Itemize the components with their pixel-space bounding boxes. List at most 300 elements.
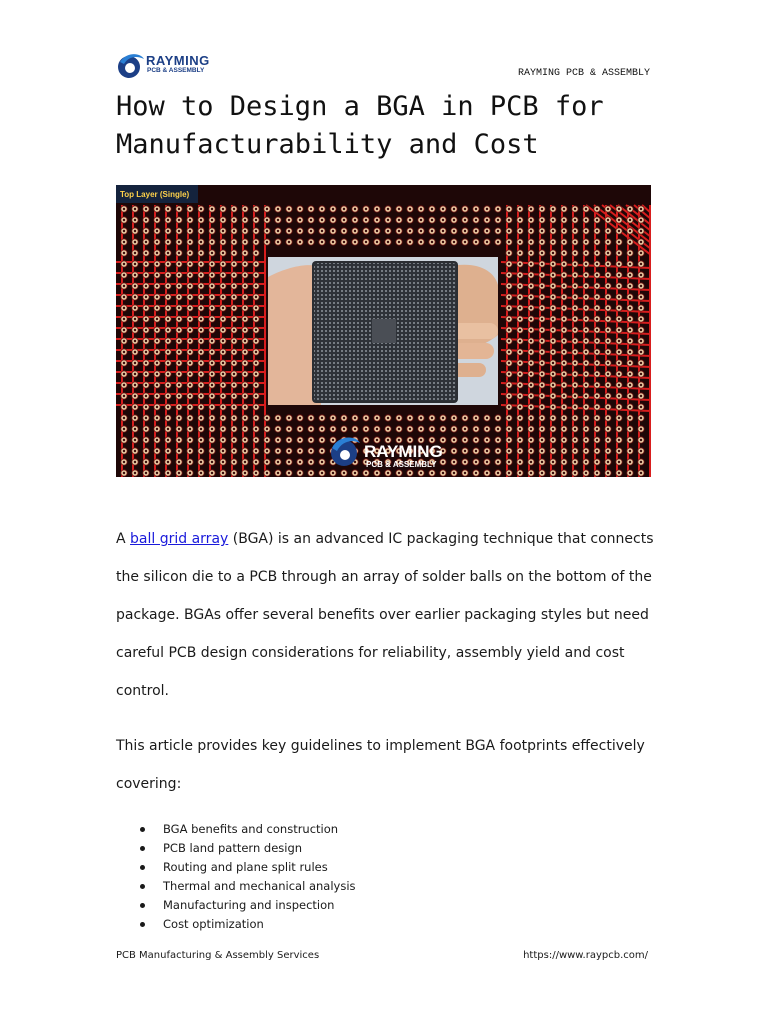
pcb-pad-hole: [200, 307, 202, 309]
pcb-pad-hole: [222, 307, 224, 309]
pcb-pad-hole: [123, 340, 125, 342]
pcb-pad-hole: [277, 450, 279, 452]
pcb-pad-hole: [244, 417, 246, 419]
pcb-pad-hole: [233, 263, 235, 265]
pcb-pad-hole: [343, 417, 345, 419]
pcb-pad-hole: [552, 307, 554, 309]
pcb-pad-hole: [167, 461, 169, 463]
pcb-pad-hole: [508, 285, 510, 287]
pcb-pad-hole: [508, 406, 510, 408]
pcb-pad-hole: [420, 219, 422, 221]
pcb-pad-hole: [365, 428, 367, 430]
pcb-pad-hole: [167, 263, 169, 265]
pcb-pad-hole: [552, 362, 554, 364]
pcb-pad-hole: [233, 307, 235, 309]
pcb-pad-hole: [563, 230, 565, 232]
pcb-pad-hole: [178, 241, 180, 243]
pcb-pad-hole: [607, 329, 609, 331]
pcb-pad-hole: [453, 461, 455, 463]
pcb-pad-hole: [409, 208, 411, 210]
pcb-pad-hole: [255, 263, 257, 265]
pcb-pad-hole: [420, 472, 422, 474]
pcb-pad-hole: [167, 230, 169, 232]
pcb-pad-hole: [530, 285, 532, 287]
pcb-pad-hole: [508, 252, 510, 254]
pcb-pad-hole: [574, 252, 576, 254]
pcb-pad-hole: [178, 263, 180, 265]
pcb-pad-hole: [398, 439, 400, 441]
pcb-pad-hole: [233, 351, 235, 353]
pcb-pad-hole: [574, 296, 576, 298]
pcb-pad-hole: [299, 461, 301, 463]
pcb-pad-hole: [244, 285, 246, 287]
pcb-pad-hole: [640, 329, 642, 331]
pcb-pad-hole: [508, 351, 510, 353]
pcb-pad-hole: [244, 307, 246, 309]
pcb-pad-hole: [134, 219, 136, 221]
pcb-pad-hole: [310, 219, 312, 221]
pcb-pad-hole: [431, 219, 433, 221]
pcb-pad-hole: [387, 208, 389, 210]
pcb-pad-hole: [211, 307, 213, 309]
pcb-pad-hole: [145, 230, 147, 232]
pcb-pad-hole: [552, 406, 554, 408]
pcb-pad-hole: [288, 230, 290, 232]
pcb-pad-hole: [640, 450, 642, 452]
pcb-pad-hole: [618, 219, 620, 221]
pcb-pad-hole: [574, 285, 576, 287]
pcb-pad-hole: [585, 274, 587, 276]
pcb-pad-hole: [552, 472, 554, 474]
pcb-pad-hole: [541, 351, 543, 353]
pcb-pad-hole: [233, 384, 235, 386]
pcb-pad-hole: [398, 241, 400, 243]
pcb-pad-hole: [255, 274, 257, 276]
pcb-pad-hole: [222, 373, 224, 375]
pcb-pad-hole: [607, 274, 609, 276]
pcb-pad-hole: [189, 450, 191, 452]
pcb-pad-hole: [640, 296, 642, 298]
pcb-pad-hole: [640, 318, 642, 320]
pcb-pad-hole: [167, 274, 169, 276]
pcb-pad-hole: [299, 428, 301, 430]
pcb-pad-hole: [618, 461, 620, 463]
pcb-pad-hole: [255, 285, 257, 287]
pcb-pad-hole: [519, 263, 521, 265]
pcb-pad-hole: [596, 296, 598, 298]
pcb-pad-hole: [596, 208, 598, 210]
pcb-pad-hole: [541, 384, 543, 386]
pcb-pad-hole: [332, 439, 334, 441]
pcb-pad-hole: [244, 450, 246, 452]
pcb-pad-hole: [255, 417, 257, 419]
pcb-pad-hole: [541, 461, 543, 463]
pcb-pad-hole: [574, 373, 576, 375]
pcb-pad-hole: [332, 461, 334, 463]
pcb-pad-hole: [530, 395, 532, 397]
pcb-pad-hole: [200, 285, 202, 287]
pcb-pad-hole: [508, 362, 510, 364]
footer-url[interactable]: https://www.raypcb.com/: [523, 950, 648, 961]
pcb-pad-hole: [134, 461, 136, 463]
pcb-pad-hole: [596, 329, 598, 331]
pcb-pad-hole: [145, 285, 147, 287]
pcb-pad-hole: [288, 472, 290, 474]
pcb-pad-hole: [222, 450, 224, 452]
pcb-pad-hole: [244, 340, 246, 342]
pcb-pad-hole: [640, 406, 642, 408]
pcb-pad-hole: [134, 296, 136, 298]
pcb-pad-hole: [123, 472, 125, 474]
pcb-pad-hole: [387, 417, 389, 419]
pcb-pad-hole: [266, 219, 268, 221]
pcb-pad-hole: [618, 241, 620, 243]
pcb-pad-hole: [497, 219, 499, 221]
pcb-pad-hole: [123, 252, 125, 254]
pcb-pad-hole: [618, 340, 620, 342]
pcb-pad-hole: [145, 296, 147, 298]
pcb-pad-hole: [640, 472, 642, 474]
list-item: Routing and plane split rules: [116, 858, 356, 877]
pcb-pad-hole: [618, 230, 620, 232]
pcb-pad-hole: [541, 340, 543, 342]
pcb-pad-hole: [585, 263, 587, 265]
pcb-pad-hole: [486, 219, 488, 221]
pcb-pad-hole: [596, 274, 598, 276]
pcb-pad-hole: [519, 373, 521, 375]
intro-paragraph: [116, 520, 656, 710]
pcb-pad-hole: [288, 439, 290, 441]
pcb-pad-hole: [596, 472, 598, 474]
pcb-pad-hole: [200, 219, 202, 221]
pcb-pad-hole: [123, 296, 125, 298]
pcb-pad-hole: [530, 362, 532, 364]
pcb-pad-hole: [431, 472, 433, 474]
pcb-pad-hole: [497, 461, 499, 463]
pcb-pad-hole: [618, 274, 620, 276]
pcb-pad-hole: [585, 252, 587, 254]
pcb-pad-hole: [574, 362, 576, 364]
pcb-pad-hole: [464, 230, 466, 232]
pcb-pad-hole: [519, 472, 521, 474]
pcb-pad-hole: [200, 450, 202, 452]
pcb-pad-hole: [464, 472, 466, 474]
pcb-pad-hole: [475, 230, 477, 232]
pcb-pad-hole: [156, 417, 158, 419]
pcb-pad-hole: [233, 417, 235, 419]
pcb-pad-hole: [541, 395, 543, 397]
pcb-pad-hole: [618, 362, 620, 364]
pcb-pad-hole: [530, 307, 532, 309]
pcb-pad-hole: [508, 274, 510, 276]
pcb-pad-hole: [475, 450, 477, 452]
pcb-pad-hole: [233, 252, 235, 254]
pcb-pad-hole: [453, 241, 455, 243]
pcb-pad-hole: [541, 208, 543, 210]
pcb-pad-hole: [618, 395, 620, 397]
pcb-pad-hole: [211, 373, 213, 375]
pcb-pad-hole: [123, 428, 125, 430]
pcb-pad-hole: [277, 417, 279, 419]
pcb-pad-hole: [552, 340, 554, 342]
pcb-pad-hole: [475, 472, 477, 474]
pcb-pad-hole: [640, 428, 642, 430]
pcb-pad-hole: [189, 219, 191, 221]
pcb-pad-hole: [464, 241, 466, 243]
pcb-pad-hole: [519, 395, 521, 397]
pcb-pad-hole: [277, 208, 279, 210]
pcb-pad-hole: [178, 373, 180, 375]
pcb-pad-hole: [552, 285, 554, 287]
pcb-pad-hole: [420, 417, 422, 419]
pcb-pad-hole: [178, 329, 180, 331]
pcb-pad-hole: [607, 406, 609, 408]
pcb-pad-hole: [552, 395, 554, 397]
pcb-pad-hole: [244, 230, 246, 232]
pcb-pad-hole: [563, 340, 565, 342]
pcb-pad-hole: [376, 208, 378, 210]
pcb-pad-hole: [607, 450, 609, 452]
pcb-pad-hole: [233, 362, 235, 364]
pcb-pad-hole: [585, 230, 587, 232]
pcb-pad-hole: [123, 417, 125, 419]
pcb-pad-hole: [563, 428, 565, 430]
pcb-pad-hole: [519, 219, 521, 221]
pcb-pad-hole: [321, 428, 323, 430]
pcb-pad-hole: [233, 219, 235, 221]
pcb-pad-hole: [277, 230, 279, 232]
pcb-pad-hole: [255, 340, 257, 342]
pcb-pad-hole: [244, 384, 246, 386]
pcb-pad-hole: [541, 472, 543, 474]
lead-paragraph: This article provides key guidelines to implement BGA footprints effectively covering:: [116, 738, 645, 792]
pcb-pad-hole: [288, 417, 290, 419]
pcb-pad-hole: [497, 428, 499, 430]
pcb-pad-hole: [321, 439, 323, 441]
pcb-pad-hole: [497, 417, 499, 419]
pcb-pad-hole: [178, 274, 180, 276]
pcb-pad-hole: [123, 263, 125, 265]
pcb-pad-hole: [189, 439, 191, 441]
pcb-pad-hole: [233, 274, 235, 276]
pcb-pad-hole: [607, 351, 609, 353]
pcb-pad-hole: [233, 285, 235, 287]
pcb-pad-hole: [640, 395, 642, 397]
pcb-pad-hole: [156, 219, 158, 221]
pcb-pad-hole: [486, 450, 488, 452]
watermark-logo: [331, 438, 443, 469]
pcb-pad-hole: [596, 252, 598, 254]
pcb-pad-hole: [541, 230, 543, 232]
pcb-pad-hole: [211, 208, 213, 210]
hero-image: [116, 185, 651, 477]
pcb-pad-hole: [222, 208, 224, 210]
pcb-pad-hole: [255, 241, 257, 243]
pcb-pad-hole: [266, 450, 268, 452]
pcb-pad-hole: [508, 329, 510, 331]
pcb-pad-hole: [233, 373, 235, 375]
pcb-pad-hole: [629, 395, 631, 397]
pcb-pad-hole: [211, 318, 213, 320]
pcb-pad-hole: [200, 263, 202, 265]
pcb-pad-hole: [607, 362, 609, 364]
pcb-pad-hole: [123, 384, 125, 386]
pcb-pad-hole: [640, 285, 642, 287]
pcb-pad-hole: [541, 373, 543, 375]
pcb-pad-hole: [189, 307, 191, 309]
pcb-pad-hole: [453, 230, 455, 232]
pcb-pad-hole: [618, 428, 620, 430]
pcb-pad-hole: [156, 252, 158, 254]
pcb-pad-hole: [563, 307, 565, 309]
pcb-pad-hole: [519, 296, 521, 298]
pcb-pad-hole: [585, 428, 587, 430]
pcb-pad-hole: [145, 417, 147, 419]
pcb-pad-hole: [145, 274, 147, 276]
pcb-pad-hole: [453, 417, 455, 419]
pcb-pad-hole: [255, 351, 257, 353]
pcb-pad-hole: [541, 285, 543, 287]
pcb-pad-hole: [563, 252, 565, 254]
pcb-pad-hole: [211, 450, 213, 452]
pcb-pad-hole: [156, 373, 158, 375]
pcb-pad-hole: [211, 340, 213, 342]
pcb-pad-hole: [618, 373, 620, 375]
pcb-pad-hole: [585, 362, 587, 364]
pcb-pad-hole: [354, 472, 356, 474]
pcb-pad-hole: [123, 406, 125, 408]
pcb-pad-hole: [222, 417, 224, 419]
pcb-pad-hole: [530, 439, 532, 441]
pcb-pad-hole: [596, 373, 598, 375]
pcb-pad-hole: [134, 439, 136, 441]
pcb-pad-hole: [387, 439, 389, 441]
pcb-pad-hole: [167, 208, 169, 210]
pcb-pad-hole: [596, 395, 598, 397]
pcb-pad-hole: [189, 384, 191, 386]
pcb-pad-hole: [255, 318, 257, 320]
pcb-pad-hole: [585, 450, 587, 452]
pcb-pad-hole: [585, 384, 587, 386]
pcb-pad-hole: [211, 241, 213, 243]
pcb-pad-hole: [200, 417, 202, 419]
pcb-pad-hole: [519, 417, 521, 419]
pcb-pad-hole: [189, 417, 191, 419]
pcb-pad-hole: [178, 340, 180, 342]
pcb-pad-hole: [519, 384, 521, 386]
pcb-pad-hole: [189, 252, 191, 254]
pcb-pad-hole: [420, 428, 422, 430]
pcb-pad-hole: [145, 340, 147, 342]
pcb-pad-hole: [541, 417, 543, 419]
pcb-pad-hole: [178, 406, 180, 408]
pcb-pad-hole: [299, 241, 301, 243]
pcb-pad-hole: [178, 395, 180, 397]
pcb-pad-hole: [321, 461, 323, 463]
pcb-pad-hole: [607, 384, 609, 386]
pcb-pad-hole: [222, 329, 224, 331]
pcb-pad-hole: [563, 208, 565, 210]
pcb-pad-hole: [266, 230, 268, 232]
pcb-pad-hole: [409, 230, 411, 232]
pcb-pad-hole: [244, 252, 246, 254]
pcb-pad-hole: [508, 208, 510, 210]
pcb-pad-hole: [167, 395, 169, 397]
pcb-pad-hole: [189, 263, 191, 265]
pcb-pad-hole: [211, 428, 213, 430]
pcb-pad-hole: [167, 472, 169, 474]
pcb-pad-hole: [255, 373, 257, 375]
pcb-pad-hole: [552, 296, 554, 298]
pcb-pad-hole: [574, 208, 576, 210]
pcb-pad-hole: [211, 406, 213, 408]
pcb-pad-hole: [310, 450, 312, 452]
pcb-pad-hole: [134, 450, 136, 452]
pcb-pad-hole: [332, 472, 334, 474]
pcb-pad-hole: [585, 219, 587, 221]
pcb-pad-hole: [552, 241, 554, 243]
pcb-pad-hole: [541, 329, 543, 331]
pcb-pad-hole: [200, 428, 202, 430]
pcb-pad-hole: [365, 230, 367, 232]
pcb-pad-hole: [123, 241, 125, 243]
pcb-pad-hole: [541, 362, 543, 364]
pcb-pad-hole: [244, 241, 246, 243]
pcb-pad-hole: [607, 241, 609, 243]
pcb-pad-hole: [442, 472, 444, 474]
pcb-pad-hole: [508, 219, 510, 221]
pcb-pad-hole: [277, 219, 279, 221]
pcb-pad-hole: [409, 219, 411, 221]
pcb-pad-hole: [563, 406, 565, 408]
pcb-pad-hole: [475, 461, 477, 463]
pcb-pad-hole: [574, 230, 576, 232]
layer-label-text: Top Layer (Single): [120, 190, 190, 199]
pcb-pad-hole: [167, 373, 169, 375]
pcb-pad-hole: [607, 472, 609, 474]
pcb-pad-hole: [508, 417, 510, 419]
pcb-pad-hole: [211, 285, 213, 287]
pcb-pad-hole: [464, 439, 466, 441]
pcb-pad-hole: [266, 472, 268, 474]
pcb-pad-hole: [387, 241, 389, 243]
pcb-pad-hole: [607, 439, 609, 441]
pcb-pad-hole: [244, 428, 246, 430]
pcb-pad-hole: [640, 208, 642, 210]
pcb-pad-hole: [354, 230, 356, 232]
intro-rest: (BGA) is an advanced IC packaging technique that connects the silicon die to a PCB through an array of solder balls on the bottom of the package. BGAs offer several benefits over earlier packaging styles but need careful PCB design considerations for reliability, assembly yield and cost control.: [116, 531, 654, 699]
company-logo: [116, 50, 216, 80]
pcb-pad-hole: [332, 208, 334, 210]
pcb-pad-hole: [519, 428, 521, 430]
pcb-pad-hole: [376, 428, 378, 430]
pcb-pad-hole: [629, 439, 631, 441]
pcb-pad-hole: [519, 461, 521, 463]
pcb-pad-hole: [134, 384, 136, 386]
pcb-pad-hole: [541, 263, 543, 265]
pcb-pad-hole: [288, 208, 290, 210]
pcb-pad-hole: [409, 439, 411, 441]
pcb-pad-hole: [574, 384, 576, 386]
pcb-pad-hole: [607, 373, 609, 375]
pcb-pad-hole: [167, 318, 169, 320]
ball-grid-array-link[interactable]: ball grid array: [130, 531, 229, 547]
pcb-pad-hole: [563, 274, 565, 276]
pcb-pad-hole: [255, 461, 257, 463]
pcb-pad-hole: [200, 362, 202, 364]
pcb-pad-hole: [640, 230, 642, 232]
pcb-pad-hole: [607, 395, 609, 397]
